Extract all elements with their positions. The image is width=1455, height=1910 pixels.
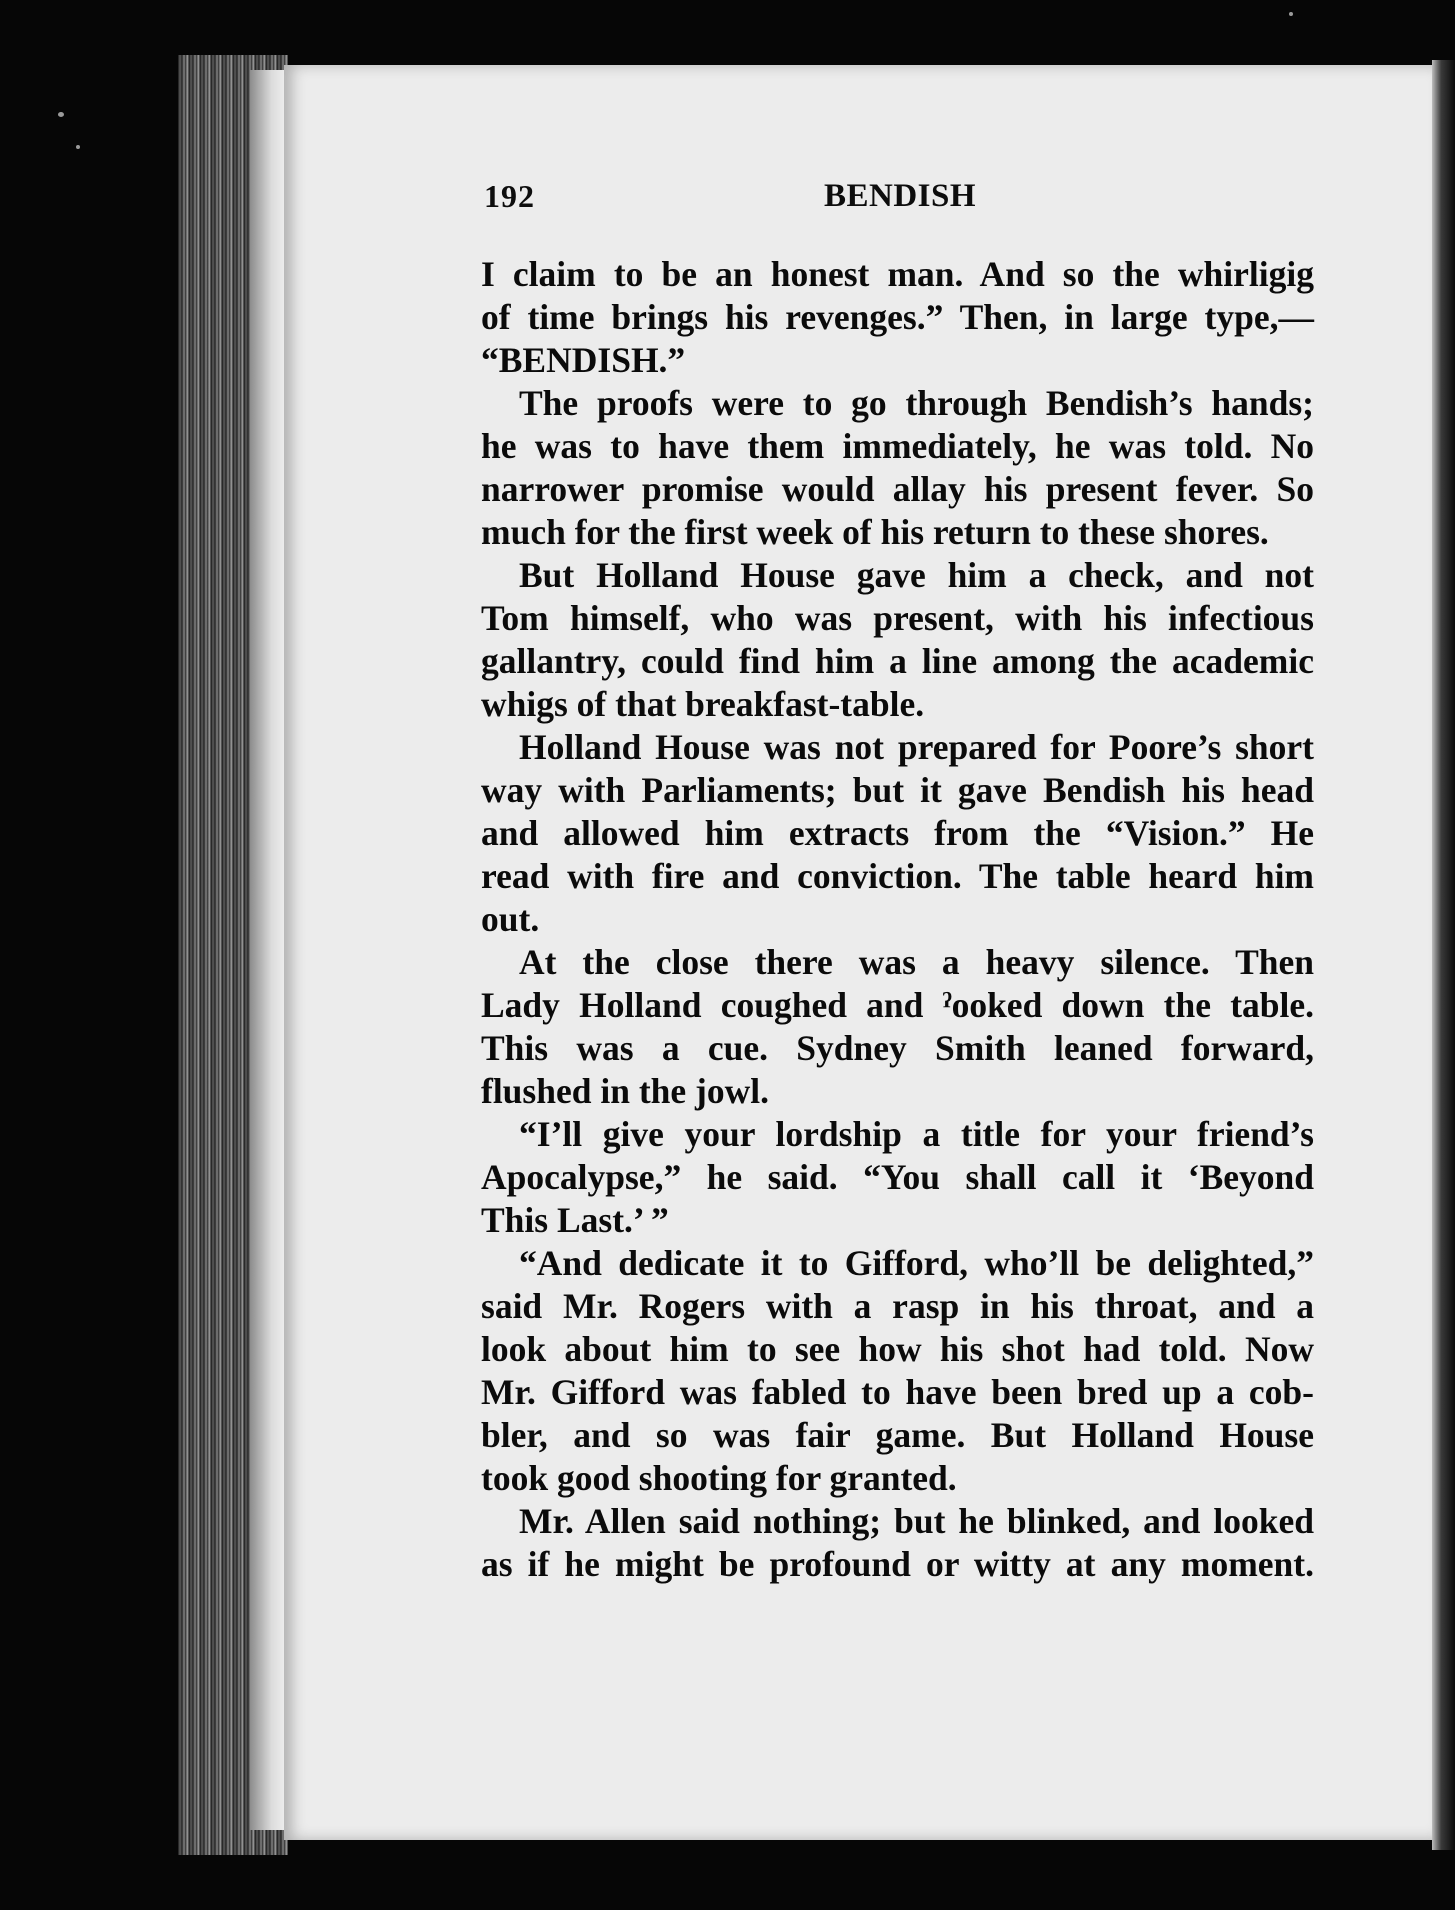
text-line: out. xyxy=(481,899,540,939)
text-line: gallantry, could find him a line among the academic xyxy=(481,641,1314,681)
text-line: look about him to see how his shot had told. Now xyxy=(481,1329,1314,1369)
text-line: “BENDISH.” xyxy=(481,340,686,380)
text-line: as if he might be profound or witty at any moment. xyxy=(481,1544,1314,1584)
dust-speck xyxy=(58,112,64,117)
body-text xyxy=(481,253,1314,1586)
text-line: The proofs were to go through Bendish’s hands; xyxy=(519,383,1314,423)
paper-right-edge xyxy=(1432,60,1455,1850)
text-line: took good shooting for granted. xyxy=(481,1458,957,1498)
text-line: read with fire and conviction. The table heard him xyxy=(481,856,1314,896)
text-line: “And dedicate it to Gifford, who’ll be delighted,” xyxy=(519,1243,1314,1283)
text-line: “I’ll give your lordship a title for your friend’s xyxy=(519,1114,1314,1154)
page-header xyxy=(484,178,1312,222)
text-line: This was a cue. Sydney Smith leaned forward, xyxy=(481,1028,1314,1068)
text-line: said Mr. Rogers with a rasp in his throat, and a xyxy=(481,1286,1314,1326)
dust-speck xyxy=(76,145,80,149)
dust-speck xyxy=(1289,12,1293,16)
text-line: But Holland House gave him a check, and not xyxy=(519,555,1314,595)
text-line: Lady Holland coughed and ˀooked down the table. xyxy=(481,985,1314,1025)
text-line: bler, and so was fair game. But Holland House xyxy=(481,1415,1314,1455)
text-line: Mr. Gifford was fabled to have been bred up a cob- xyxy=(481,1372,1314,1412)
text-line: Holland House was not prepared for Poore’s short xyxy=(519,727,1314,767)
text-line: he was to have them immediately, he was told. No xyxy=(481,426,1314,466)
text-line: This Last.’ ” xyxy=(481,1200,669,1240)
text-line: much for the first week of his return to these shores. xyxy=(481,512,1269,552)
text-line: Apocalypse,” he said. “You shall call it ‘Beyond xyxy=(481,1157,1314,1197)
text-line: I claim to be an honest man. And so the whirligig xyxy=(481,254,1314,294)
text-line: At the close there was a heavy silence. Then xyxy=(519,942,1314,982)
running-head: BENDISH xyxy=(824,178,977,214)
page-number: 192 xyxy=(484,178,535,214)
text-line: of time brings his revenges.” Then, in large type,— xyxy=(481,297,1314,337)
page-gutter-shadow xyxy=(250,70,286,1830)
text-line: way with Parliaments; but it gave Bendish his head xyxy=(481,770,1314,810)
text-line: whigs of that breakfast-table. xyxy=(481,684,925,724)
text-line: Mr. Allen said nothing; but he blinked, and looked xyxy=(519,1501,1314,1541)
text-line: Tom himself, who was present, with his infectious xyxy=(481,598,1314,638)
text-line: narrower promise would allay his present fever. So xyxy=(481,469,1314,509)
text-line: and allowed him extracts from the “Vision.” He xyxy=(481,813,1314,853)
text-line: flushed in the jowl. xyxy=(481,1071,769,1111)
